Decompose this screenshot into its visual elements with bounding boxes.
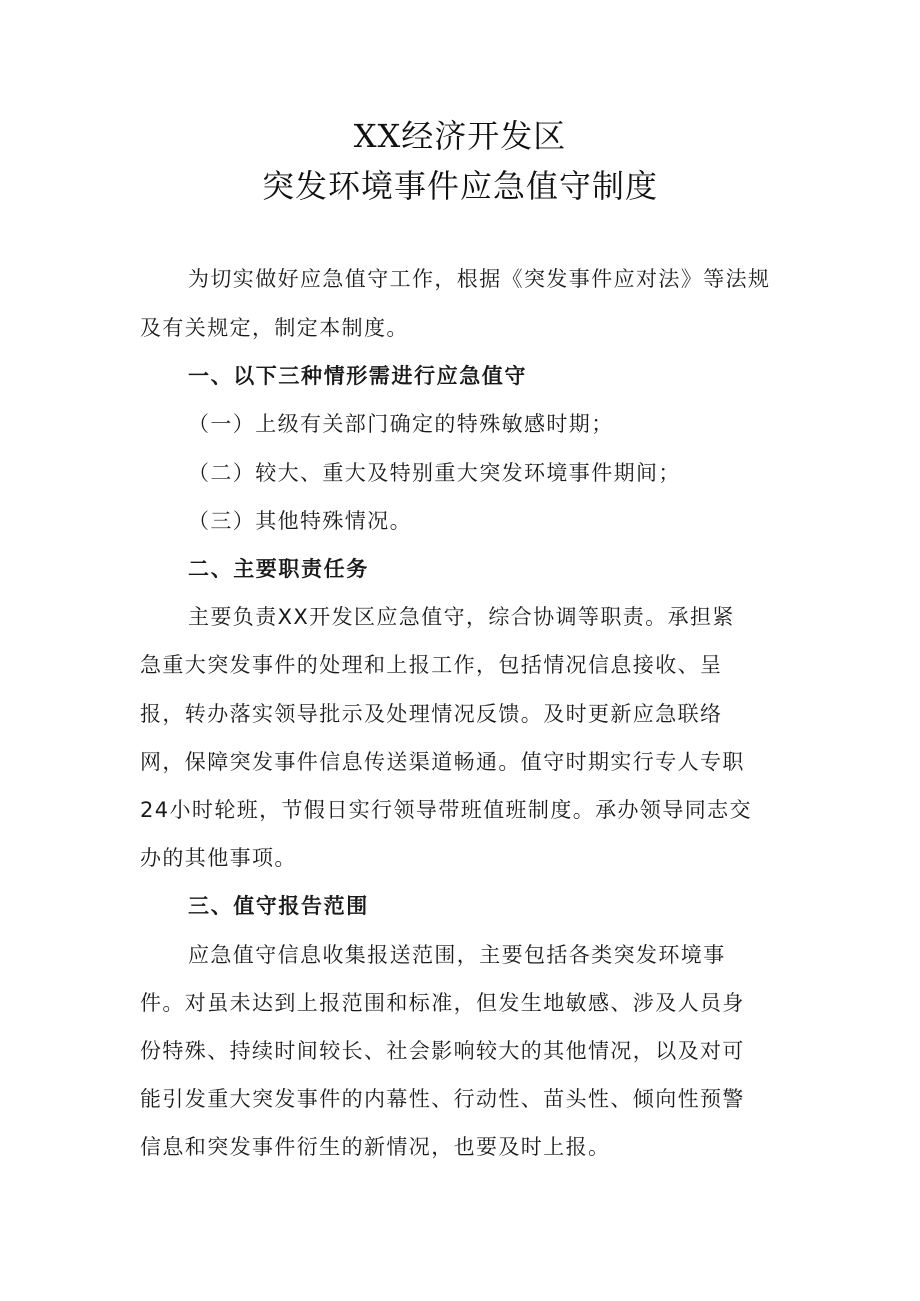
section2-line-5: 24小时轮班，节假日实行领导带班值班制度。承办领导同志交	[140, 798, 752, 822]
section3-line-3: 份特殊、持续时间较长、社会影响较大的其他情况，以及对可	[140, 1039, 745, 1063]
section3-line-1: 应急值守信息收集报送范围，主要包括各类突发环境事	[188, 943, 726, 967]
section3-heading: 三、值守报告范围	[188, 894, 369, 918]
section1-item-2: （二）较大、重大及特别重大突发环境事件期间；	[188, 461, 681, 485]
intro-line-1: 为切实做好应急值守工作，根据《突发事件应对法》等法规	[188, 267, 771, 291]
section2-line-6: 办的其他事项。	[140, 846, 297, 870]
section3-line-2: 件。对虽未达到上报范围和标准，但发生地敏感、涉及人员身	[140, 991, 745, 1015]
document-title-line-2: 突发环境事件应急值守制度	[261, 167, 658, 205]
section3-line-5: 信息和突发事件衍生的新情况，也要及时上报。	[140, 1135, 611, 1159]
intro-line-2: 及有关规定，制定本制度。	[140, 316, 409, 340]
section2-line-2: 急重大突发事件的处理和上报工作，包括情况信息接收、呈	[140, 653, 723, 677]
section2-line-1: 主要负责XX开发区应急值守，综合协调等职责。承担紧	[188, 605, 735, 629]
section3-line-4: 能引发重大突发事件的内幕性、行动性、苗头性、倾向性预警	[140, 1087, 745, 1111]
section1-heading: 一、以下三种情形需进行应急值守	[188, 364, 527, 388]
section2-line-4: 网，保障突发事件信息传送渠道畅通。值守时期实行专人专职	[140, 750, 745, 774]
document-title-line-1: XX经济开发区	[353, 117, 567, 155]
section2-heading: 二、主要职责任务	[188, 557, 369, 581]
section2-line-3: 报，转办落实领导批示及处理情况反馈。及时更新应急联络	[140, 702, 723, 726]
section1-item-1: （一）上级有关部门确定的特殊敏感时期；	[188, 412, 614, 436]
section1-item-3: （三）其他特殊情况。	[188, 509, 412, 533]
